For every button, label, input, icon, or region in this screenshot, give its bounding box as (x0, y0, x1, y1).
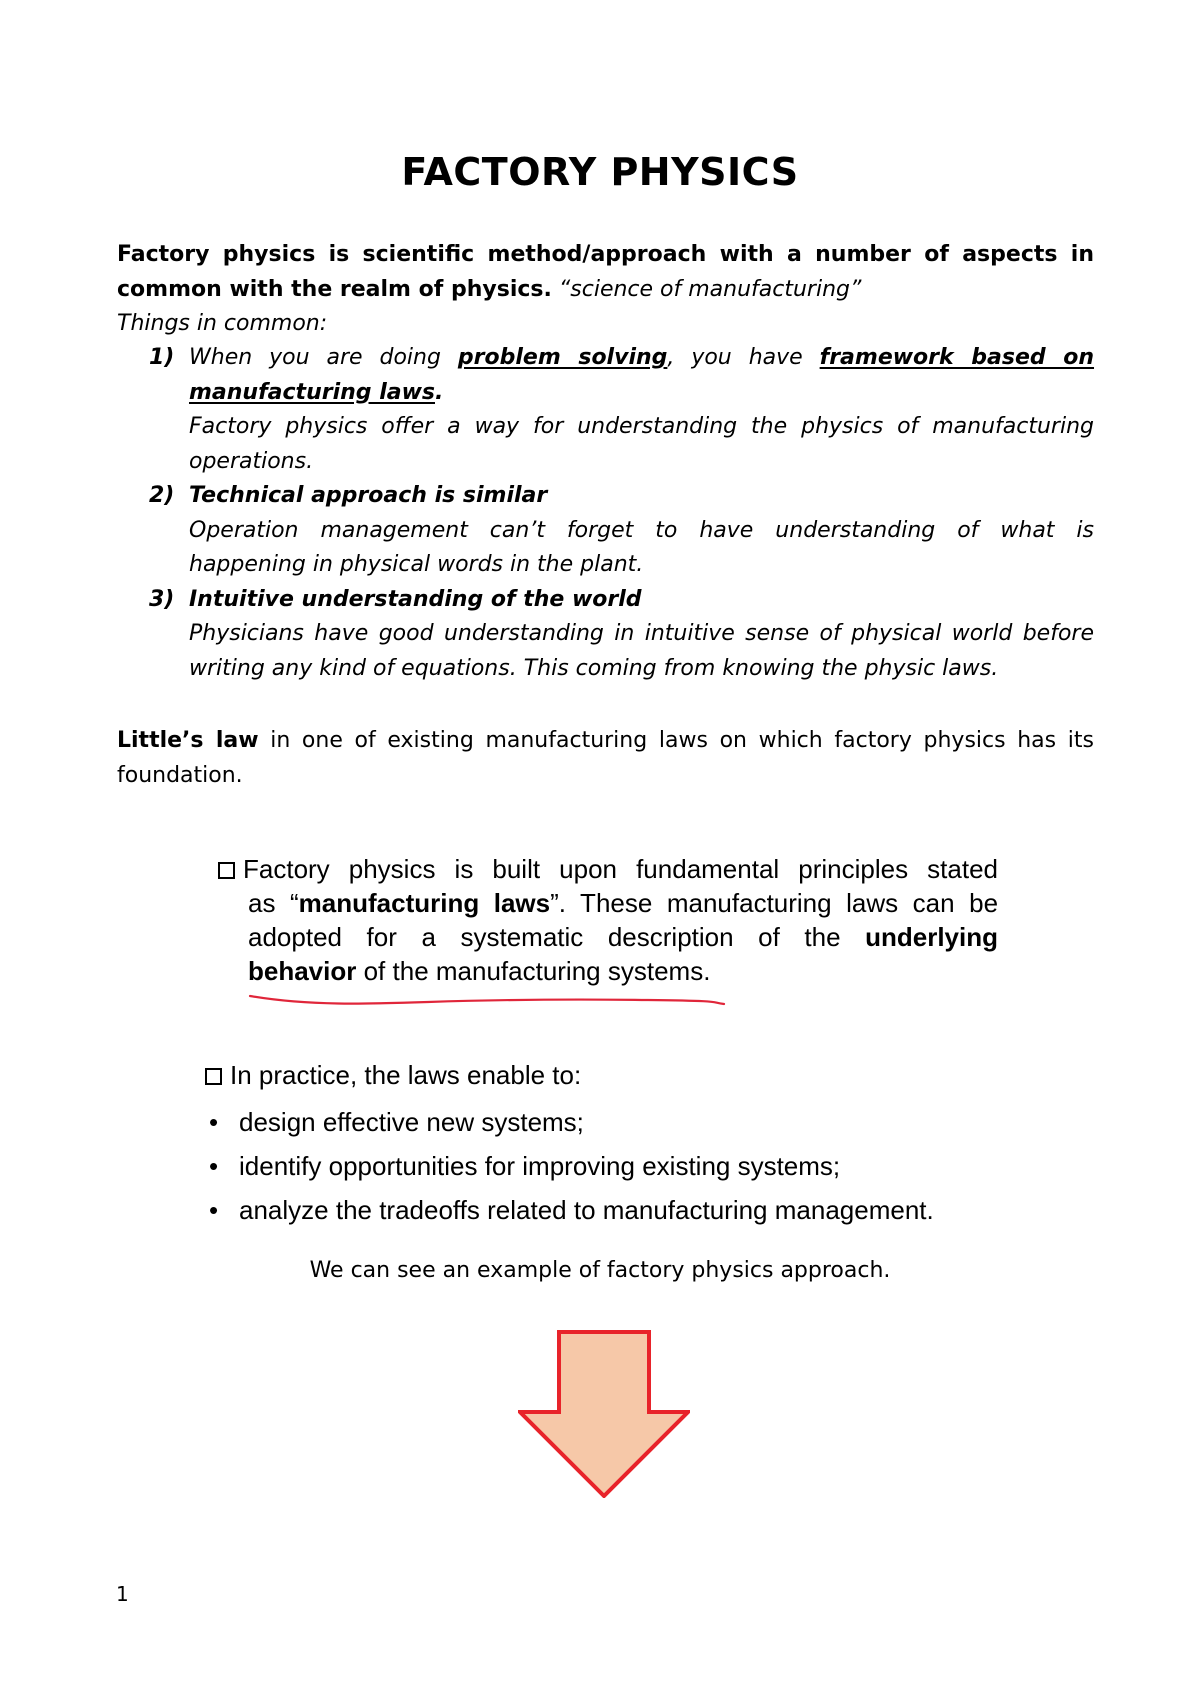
checkbox-square-icon (218, 862, 235, 879)
list-item: • design effective new systems; (205, 1100, 934, 1144)
item1-period: . (435, 379, 444, 405)
slide1-line-2a: as “ (248, 888, 299, 918)
page-number: 1 (116, 1582, 129, 1606)
down-arrow-icon (518, 1330, 690, 1498)
list-item (117, 479, 1094, 583)
common-list (117, 341, 1094, 686)
practice-bullet-list (205, 1100, 934, 1232)
manufacturing-laws-text: manufacturing laws (189, 379, 435, 405)
slide1-line-3a: adopted for a systematic description of the (248, 922, 866, 952)
list-item-number: 2) (149, 483, 175, 508)
little-law-term: Little’s law (117, 728, 259, 753)
underlying-bold: underlying (865, 922, 998, 952)
framework-text: framework based on (819, 345, 1095, 370)
page-title: FACTORY PHYSICS (401, 150, 799, 194)
things-in-common-label: Things in common: (117, 311, 328, 336)
item1-desc-line-2: operations. (189, 448, 314, 474)
intro-paragraph (117, 238, 1094, 307)
list-item: • identify opportunities for improving existing systems; (205, 1144, 934, 1188)
behavior-bold: behavior (248, 956, 357, 986)
item1-desc-line-1: Factory physics offer a way for understanding the physics of manufacturing (189, 414, 1094, 439)
red-underline-squiggle (248, 990, 728, 1008)
manufacturing-laws-bold: manufacturing laws (298, 888, 551, 918)
list-item-number: 1) (149, 345, 175, 370)
list-item (117, 583, 1094, 687)
item1-text-a: When you are doing (189, 345, 458, 370)
intro-line-1: Factory physics is scientific method/approach with a number of aspects in (117, 242, 1094, 267)
intro-line-2: common with the realm of physics. (117, 276, 552, 302)
checkbox-square-icon (205, 1068, 222, 1085)
item2-desc-line-1: Operation management can’t forget to have understanding of what is (189, 517, 1094, 543)
item1-text-b: , you have (667, 345, 820, 370)
problem-solving-text: problem solving (457, 345, 668, 370)
example-caption: We can see an example of factory physics approach. (309, 1258, 891, 1283)
item3-heading: Intuitive understanding of the world (189, 586, 642, 612)
item3-desc-line-2: writing any kind of equations. This coming from knowing the physic laws. (189, 655, 999, 681)
item3-desc-line-1: Physicians have good understanding in intuitive sense of physical world before (189, 621, 1094, 646)
slide1-line-1: Factory physics is built upon fundamental principles stated (243, 854, 998, 884)
slide1-line-4: of the manufacturing systems. (356, 956, 711, 986)
item2-heading: Technical approach is similar (189, 483, 548, 508)
item2-desc-line-2: happening in physical words in the plant. (189, 552, 644, 577)
slide1-line-2b: ”. These manufacturing laws can be (550, 888, 999, 918)
list-item-number: 3) (149, 586, 175, 612)
slide2-heading: In practice, the laws enable to: (230, 1060, 582, 1090)
intro-quote: “science of manufacturing” (558, 276, 862, 302)
little-law-line-1: in one of existing manufacturing laws on which factory physics has its (258, 728, 1094, 753)
list-item: • analyze the tradeoffs related to manufacturing management. (205, 1188, 934, 1232)
little-law-paragraph (117, 724, 1094, 793)
list-item (117, 341, 1094, 479)
little-law-line-2: foundation. (117, 762, 243, 788)
